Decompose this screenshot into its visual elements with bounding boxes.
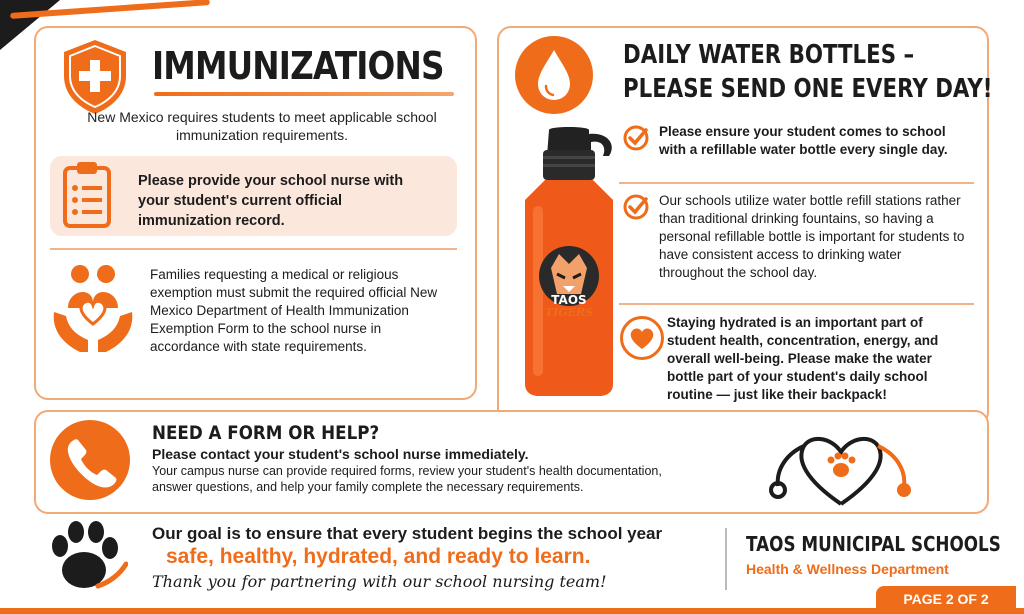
org-name: TAOS MUNICIPAL SCHOOLS (746, 532, 1001, 556)
bottle-logo-line2: TIGERS (544, 306, 594, 319)
footer-separator (725, 528, 727, 590)
goal-line2: safe, healthy, hydrated, and ready to learn. (166, 545, 591, 568)
water-divider (619, 182, 974, 184)
water-divider (619, 303, 974, 305)
water-bottle-image (509, 126, 629, 396)
water-item1-text: Please ensure your student comes to school with a refillable water bottle every single day. (659, 124, 948, 157)
shield-cross-icon (60, 38, 130, 116)
heart-circle-icon (620, 316, 664, 360)
check-circle-icon (622, 124, 650, 152)
immunizations-subtitle: New Mexico requires students to meet applicable school immunization requirements. (87, 109, 437, 143)
nurse-record-text: Please provide your school nurse with your student's current official immunization record. (138, 173, 404, 229)
clipboard-icon (62, 160, 112, 228)
department-name: Health & Wellness Department (746, 561, 949, 577)
goal-line3: Thank you for partnering with our school nursing team! (152, 572, 607, 591)
title-underline (154, 92, 454, 96)
help-body: Your campus nurse can provide required forms, review your student's health documentation, answer questions, and help your family complete the necessary requirements. (152, 464, 662, 494)
water-item2-text: Our schools utilize water bottle refill stations rather than traditional drinking fountains, so having a personal refillable bottle is important for students to have consistent access to drinking water throughout the school day. (659, 193, 965, 280)
exemption-text: Families requesting a medical or religious exemption must submit the required official New Mexico Department of Health Immunization Exemption Form to the school nurse in accordance with state requirements. (150, 267, 438, 354)
check-circle-icon (622, 193, 650, 221)
bottle-logo-line1: TAOS (551, 293, 587, 307)
phone-icon (50, 420, 130, 500)
water-item3-rest: is an important part of student health, concentration, energy, and overall well-being. Please make the water bottle part of your student's daily school routine — just like their backpack! (667, 315, 939, 402)
help-subtitle: Please contact your student's school nurse immediately. (152, 446, 529, 462)
stethoscope-heart-icon (766, 430, 916, 510)
tiger-paw-icon (38, 516, 128, 596)
water-item3-bold: Staying hydrated (667, 315, 777, 330)
help-card (34, 410, 989, 514)
immunizations-title: IMMUNIZATIONS (152, 44, 444, 88)
water-item3-text (667, 314, 967, 404)
water-title-line1: DAILY WATER BOTTLES – (623, 40, 915, 70)
family-heart-icon (50, 262, 136, 358)
section-divider (50, 248, 457, 250)
goal-line1: Our goal is to ensure that every student begins the school year (152, 524, 663, 543)
water-title (623, 38, 993, 106)
water-drop-icon (515, 36, 593, 114)
water-title-line2: PLEASE SEND ONE EVERY DAY! (623, 74, 993, 104)
page-indicator: PAGE 2 OF 2 (876, 586, 1016, 612)
help-title: NEED A FORM OR HELP? (152, 422, 380, 444)
bottom-stripe-decoration (0, 608, 1024, 614)
